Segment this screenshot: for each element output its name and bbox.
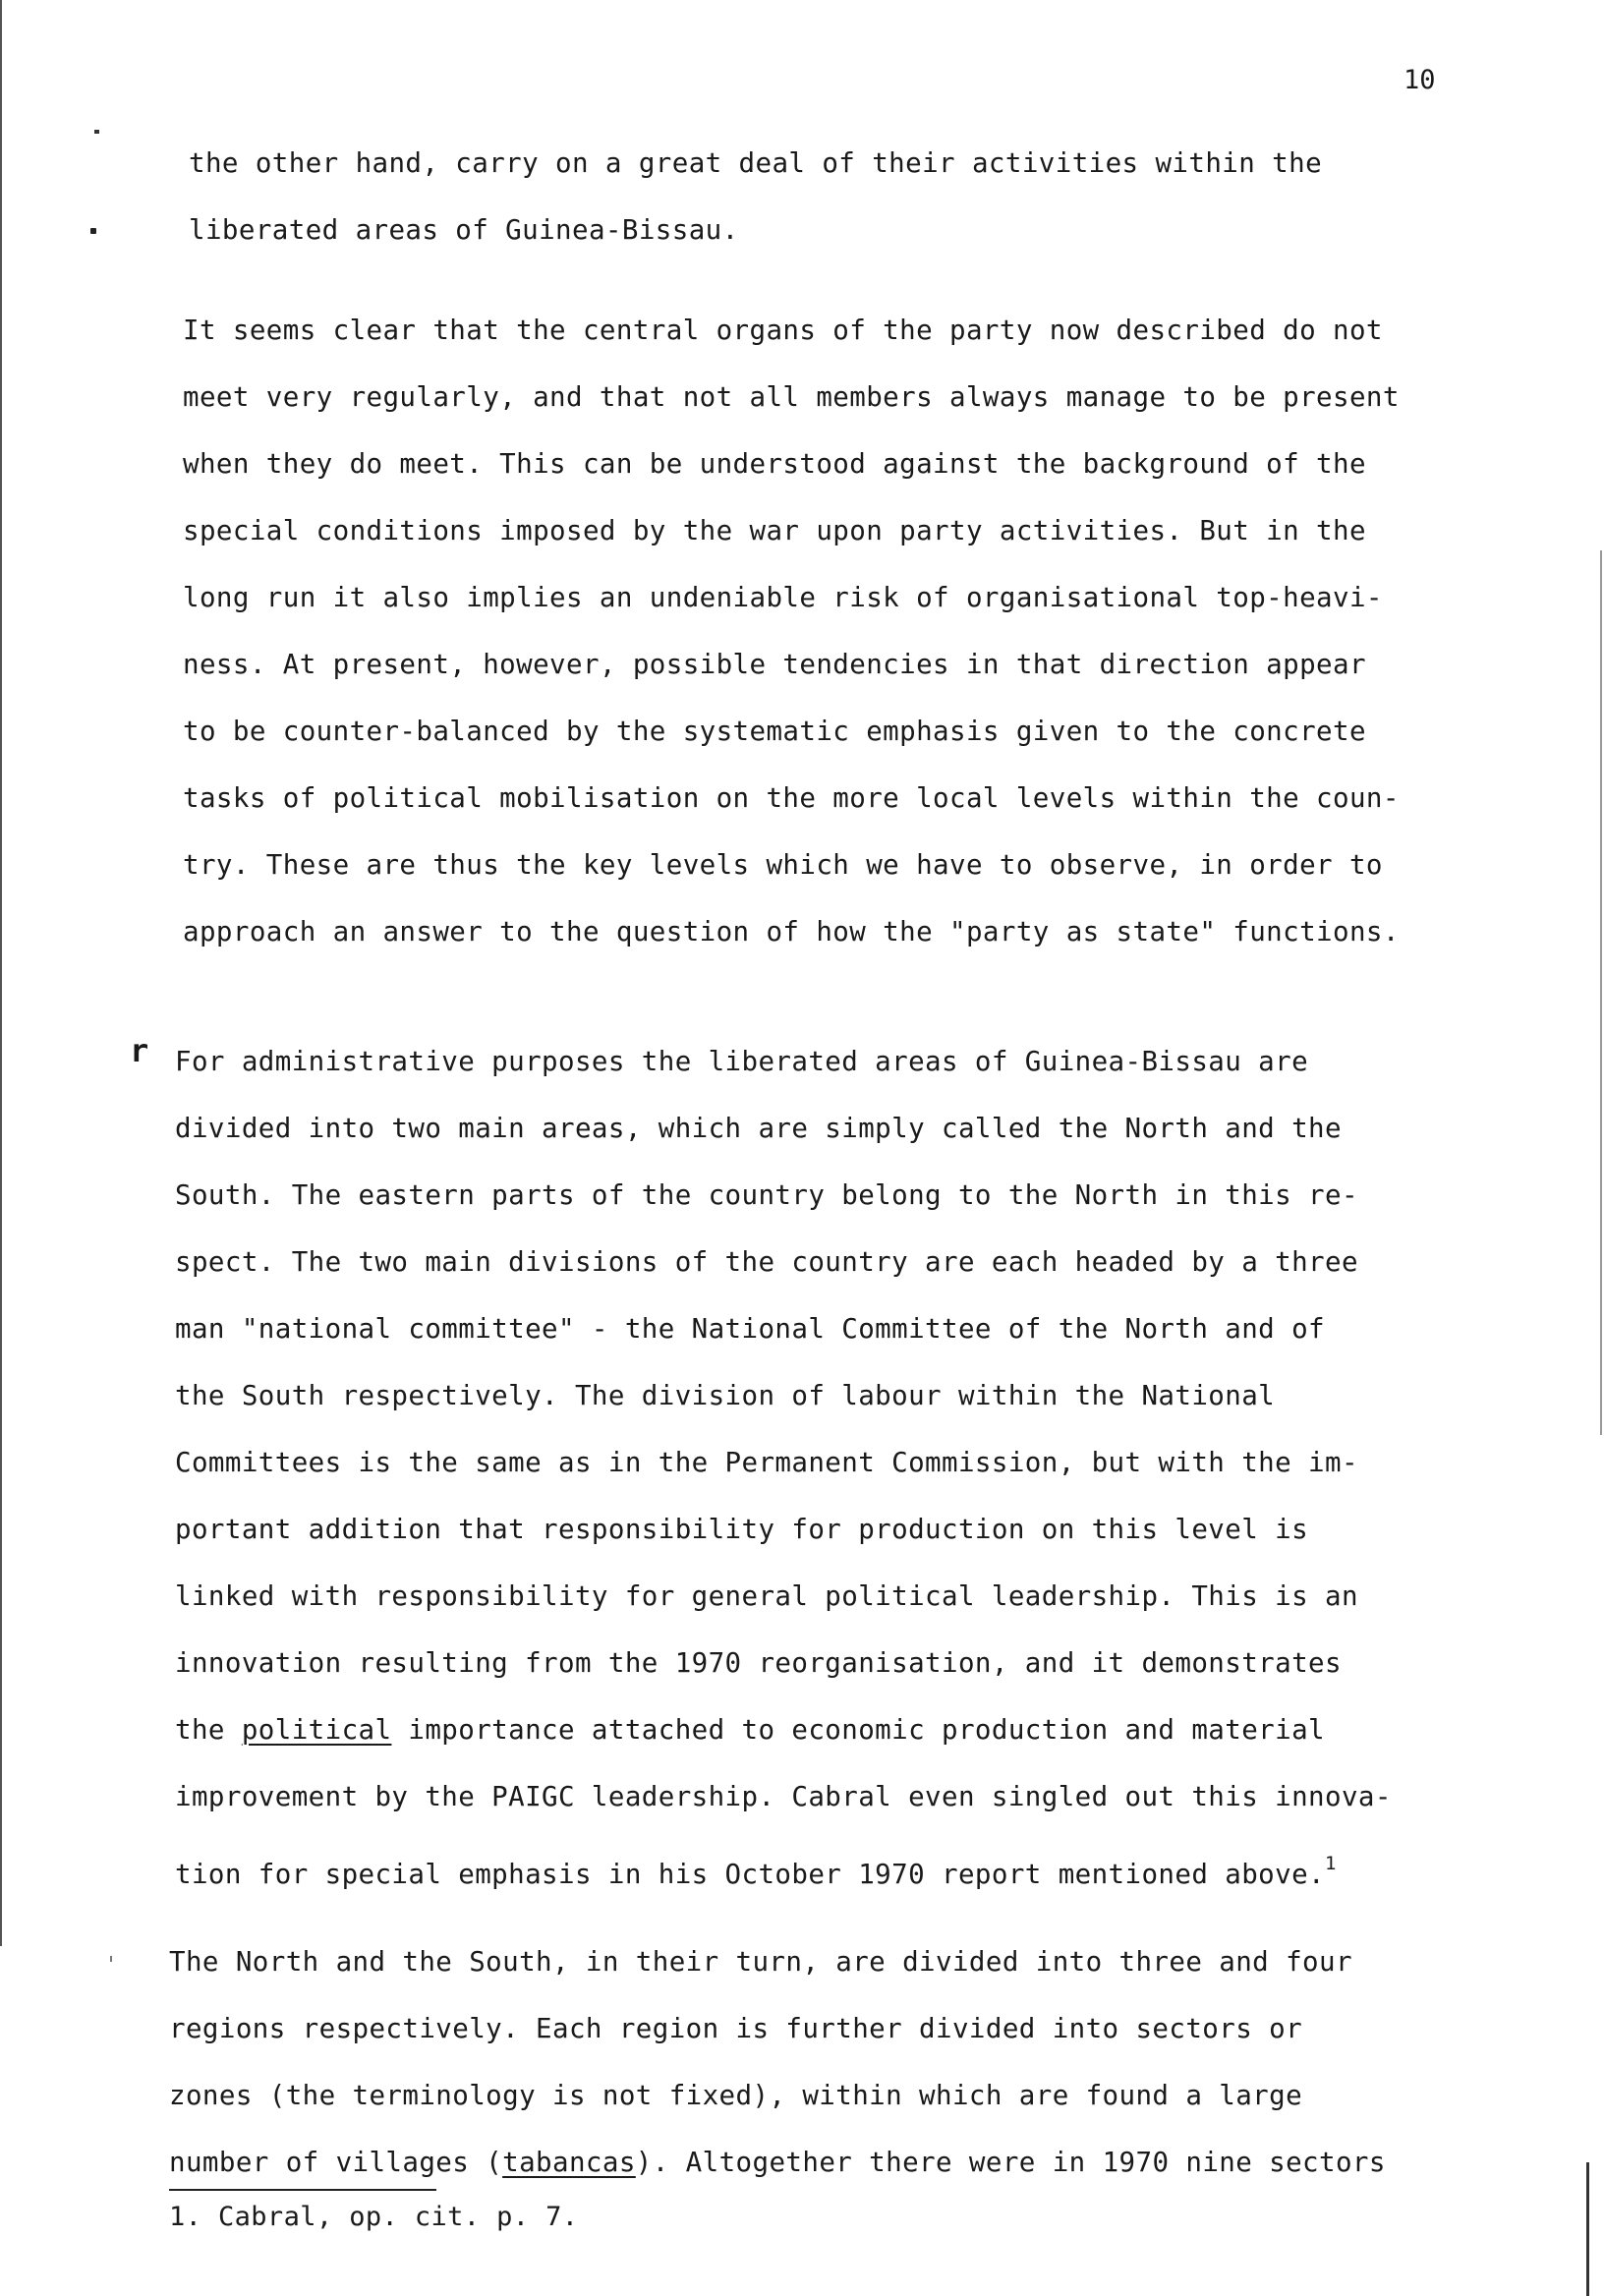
text-line: improvement by the PAIGC leadership. Cabral even singled out this innova- (175, 1781, 1392, 1812)
paragraph-4 (169, 1928, 1386, 2196)
footnote-reference: 1 (1325, 1853, 1337, 1874)
text-segment: importance attached to economic production and material (391, 1714, 1325, 1746)
text-segment: tion for special emphasis in his October 1970 report mentioned above. (175, 1859, 1325, 1890)
text-line: tasks of political mobilisation on the more local levels within the coun- (183, 782, 1400, 814)
text-line: ness. At present, however, possible tendencies in that direction appear (183, 649, 1366, 680)
paragraph-1 (189, 130, 1322, 263)
text-line: For administrative purposes the liberated areas of Guinea-Bissau are (175, 1046, 1309, 1077)
paragraph-2 (183, 297, 1400, 965)
text-segment: the (175, 1714, 242, 1746)
underlined-word: political (241, 1714, 392, 1746)
text-line: long run it also implies an undeniable risk of organisational top-heavi- (183, 582, 1383, 613)
text-line: linked with responsibility for general political leadership. This is an (175, 1580, 1358, 1612)
text-segment: number of villages ( (169, 2147, 503, 2178)
underlined-word: tabancas (502, 2147, 636, 2178)
text-line: man "national committee" - the National Committee of the North and of (175, 1313, 1325, 1345)
text-line: special conditions imposed by the war upon party activities. But in the (183, 515, 1366, 546)
text-line (175, 1830, 1392, 1897)
margin-dot-top (94, 130, 99, 134)
text-line: spect. The two main divisions of the country are each headed by a three (175, 1246, 1358, 1278)
text-line (175, 1696, 1392, 1763)
text-line: the other hand, carry on a great deal of their activities within the (189, 147, 1323, 179)
text-line: to be counter-balanced by the systematic emphasis given to the concrete (183, 716, 1366, 747)
margin-dot (90, 228, 96, 234)
scan-edge-right-bottom (1586, 2162, 1589, 2296)
text-line: liberated areas of Guinea-Bissau. (189, 214, 739, 246)
text-line: when they do meet. This can be understood against the background of the (183, 448, 1366, 480)
text-line: zones (the terminology is not fixed), within which are found a large (169, 2080, 1303, 2111)
text-line: Committees is the same as in the Permanent Commission, but with the im- (175, 1447, 1358, 1478)
footnote: 1. Cabral, op. cit. p. 7. (169, 2202, 579, 2232)
text-line: portant addition that responsibility for production on this level is (175, 1514, 1309, 1545)
text-line: the South respectively. The division of labour within the National (175, 1380, 1276, 1411)
text-line: It seems clear that the central organs of the party now described do not (183, 315, 1383, 346)
paragraph-3 (175, 1028, 1392, 1897)
text-line: The North and the South, in their turn, are divided into three and four (169, 1946, 1352, 1978)
text-line: innovation resulting from the 1970 reorganisation, and it demonstrates (175, 1647, 1342, 1679)
text-line: approach an answer to the question of how the "party as state" functions. (183, 916, 1400, 947)
footnote-rule (169, 2189, 436, 2191)
margin-mark: r (130, 1032, 149, 1069)
text-line: divided into two main areas, which are simply called the North and the (175, 1113, 1342, 1144)
scan-edge-left (0, 0, 2, 1946)
text-line: meet very regularly, and that not all members always manage to be present (183, 381, 1400, 413)
text-line: try. These are thus the key levels which we have to observe, in order to (183, 849, 1383, 881)
page-number: 10 (1404, 65, 1436, 95)
margin-tick (110, 1956, 112, 1962)
text-line: regions respectively. Each region is further divided into sectors or (169, 2013, 1303, 2044)
text-segment: ). Altogether there were in 1970 nine sectors (635, 2147, 1386, 2178)
scan-edge-right (1600, 550, 1602, 1435)
text-line: South. The eastern parts of the country belong to the North in this re- (175, 1179, 1358, 1211)
text-line (169, 2129, 1386, 2196)
